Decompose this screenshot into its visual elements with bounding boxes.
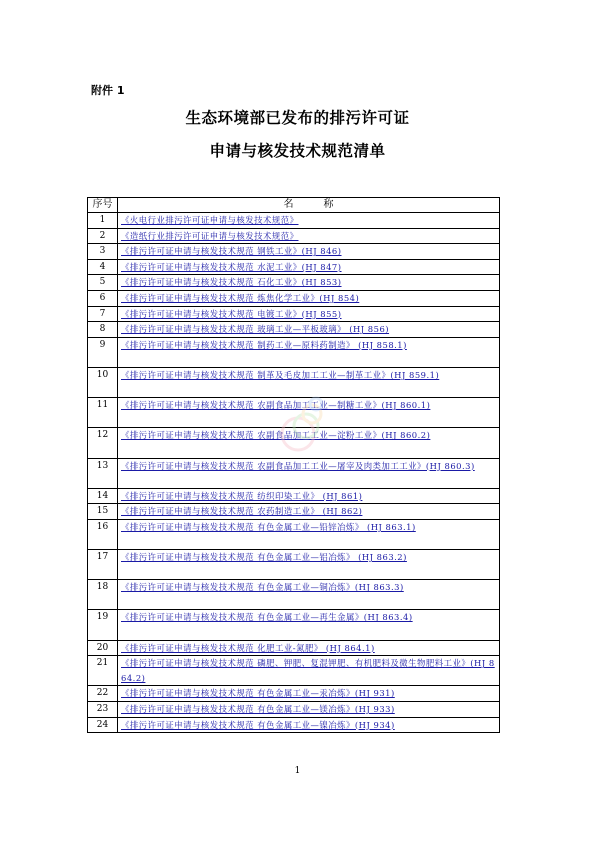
table-row — [88, 290, 500, 306]
row-number: 9 — [88, 337, 118, 367]
row-name-cell — [118, 337, 500, 367]
table-row — [88, 458, 500, 488]
table-row — [88, 656, 500, 686]
table-row — [88, 702, 500, 718]
row-number: 18 — [88, 580, 118, 610]
row-number: 17 — [88, 550, 118, 580]
row-number: 14 — [88, 488, 118, 504]
standard-link[interactable]: 《排污许可证申请与核发技术规范 钢铁工业》(HJ 846) — [121, 246, 342, 257]
row-name-cell — [118, 504, 500, 520]
standard-link[interactable]: 《排污许可证申请与核发技术规范 有色金属工业—铜冶炼》(HJ 863.3) — [121, 582, 404, 593]
standard-link[interactable]: 《排污许可证申请与核发技术规范 有色金属工业—再生金属》(HJ 863.4) — [121, 612, 413, 623]
standard-link[interactable]: 《排污许可证申请与核发技术规范 有色金属工业—镁冶炼》(HJ 933) — [121, 704, 395, 714]
row-name-cell — [118, 519, 500, 549]
row-number: 3 — [88, 244, 118, 260]
table-row — [88, 259, 500, 275]
table-row — [88, 337, 500, 367]
row-number: 6 — [88, 290, 118, 306]
standard-link[interactable]: 《造纸行业排污许可证申请与核发技术规范》 — [121, 230, 299, 241]
row-name-cell — [118, 322, 500, 338]
standard-link[interactable]: 《排污许可证申请与核发技术规范 电镀工业》(HJ 855) — [121, 308, 342, 319]
document-title-line2: 申请与核发技术规范清单 — [209, 142, 386, 160]
row-name-cell — [118, 458, 500, 488]
table-row — [88, 640, 500, 656]
watermark-logo-icon — [272, 390, 332, 460]
document-title-line1: 生态环境部已发布的排污许可证 — [185, 109, 410, 127]
row-number: 11 — [88, 398, 118, 428]
standard-link[interactable]: 《排污许可证申请与核发技术规范 农副食品加工工业—淀粉工业》(HJ 860.2) — [121, 430, 431, 441]
row-name-cell — [118, 488, 500, 504]
table-row — [88, 488, 500, 504]
row-number: 20 — [88, 640, 118, 656]
row-name-cell — [118, 717, 500, 733]
page-number: 1 — [294, 766, 301, 776]
standard-link[interactable]: 《排污许可证申请与核发技术规范 炼焦化学工业》(HJ 854) — [121, 292, 360, 303]
row-name-cell — [118, 640, 500, 656]
row-number: 5 — [88, 275, 118, 291]
row-number: 15 — [88, 504, 118, 520]
row-name-cell — [118, 259, 500, 275]
row-name-cell — [118, 550, 500, 580]
table-row — [88, 610, 500, 640]
table-row — [88, 213, 500, 229]
standard-link[interactable]: 《排污许可证申请与核发技术规范 玻璃工业—平板玻璃》 (HJ 856) — [121, 324, 390, 335]
standard-link[interactable]: 《排污许可证申请与核发技术规范 农药制造工业》 (HJ 862) — [121, 506, 363, 517]
row-name-cell — [118, 580, 500, 610]
row-number: 1 — [88, 213, 118, 229]
table-row — [88, 580, 500, 610]
row-name-cell — [118, 213, 500, 229]
row-number: 22 — [88, 686, 118, 702]
row-name-cell — [118, 610, 500, 640]
standard-link[interactable]: 《排污许可证申请与核发技术规范 农副食品加工工业—制糖工业》(HJ 860.1) — [121, 400, 431, 411]
row-number: 16 — [88, 519, 118, 549]
row-number: 13 — [88, 458, 118, 488]
table-row — [88, 686, 500, 702]
attachment-label: 附件 1 — [91, 84, 125, 97]
row-number: 10 — [88, 367, 118, 397]
row-name-cell — [118, 275, 500, 291]
standard-link[interactable]: 《排污许可证申请与核发技术规范 制药工业—原料药制造》 (HJ 858.1) — [121, 339, 407, 350]
standards-table — [87, 197, 500, 733]
standard-link[interactable]: 《排污许可证申请与核发技术规范 纺织印染工业》 (HJ 861) — [121, 490, 363, 501]
standard-link[interactable]: 《排污许可证申请与核发技术规范 磷肥、钾肥、复混钾肥、有机肥料及微生物肥料工业》(HJ 864.2) — [121, 658, 495, 683]
standard-link[interactable]: 《火电行业排污许可证申请与核发技术规范》 — [121, 215, 299, 225]
standard-link[interactable]: 《排污许可证申请与核发技术规范 农副食品加工工业—屠宰及肉类加工工业》(HJ 860.3) — [121, 460, 475, 471]
row-number: 12 — [88, 428, 118, 458]
standard-link[interactable]: 《排污许可证申请与核发技术规范 制革及毛皮加工工业—制革工业》(HJ 859.1) — [121, 369, 440, 380]
row-name-cell — [118, 686, 500, 702]
row-name-cell — [118, 228, 500, 244]
table-row — [88, 322, 500, 338]
standard-link[interactable]: 《排污许可证申请与核发技术规范 有色金属工业—铅锌冶炼》 (HJ 863.1) — [121, 521, 416, 532]
row-number: 7 — [88, 306, 118, 322]
table-row — [88, 550, 500, 580]
table-row — [88, 306, 500, 322]
table-row — [88, 717, 500, 733]
standard-link[interactable]: 《排污许可证申请与核发技术规范 有色金属工业—汞冶炼》(HJ 931) — [121, 688, 395, 699]
row-name-cell — [118, 290, 500, 306]
row-number: 24 — [88, 717, 118, 733]
standard-link[interactable]: 《排污许可证申请与核发技术规范 有色金属工业—铝冶炼》 (HJ 863.2) — [121, 552, 407, 563]
row-number: 2 — [88, 228, 118, 244]
row-number: 8 — [88, 322, 118, 338]
row-name-cell — [118, 306, 500, 322]
standard-link[interactable]: 《排污许可证申请与核发技术规范 有色金属工业—镍冶炼》(HJ 934) — [121, 719, 395, 730]
row-name-cell — [118, 244, 500, 260]
standard-link[interactable]: 《排污许可证申请与核发技术规范 水泥工业》(HJ 847) — [121, 261, 342, 272]
row-number: 23 — [88, 702, 118, 718]
header-name: 名 称 — [118, 198, 500, 213]
row-number: 19 — [88, 610, 118, 640]
table-row — [88, 244, 500, 260]
table-header-row — [88, 198, 500, 213]
row-number: 4 — [88, 259, 118, 275]
table-row — [88, 228, 500, 244]
table-row — [88, 519, 500, 549]
row-name-cell — [118, 656, 500, 686]
row-number: 21 — [88, 656, 118, 686]
table-row — [88, 275, 500, 291]
row-name-cell — [118, 702, 500, 718]
standard-link[interactable]: 《排污许可证申请与核发技术规范 石化工业》(HJ 853) — [121, 277, 342, 288]
table-row — [88, 504, 500, 520]
header-number: 序号 — [88, 198, 118, 213]
standard-link[interactable]: 《排污许可证申请与核发技术规范 化肥工业-氮肥》 (HJ 864.1) — [121, 642, 375, 653]
